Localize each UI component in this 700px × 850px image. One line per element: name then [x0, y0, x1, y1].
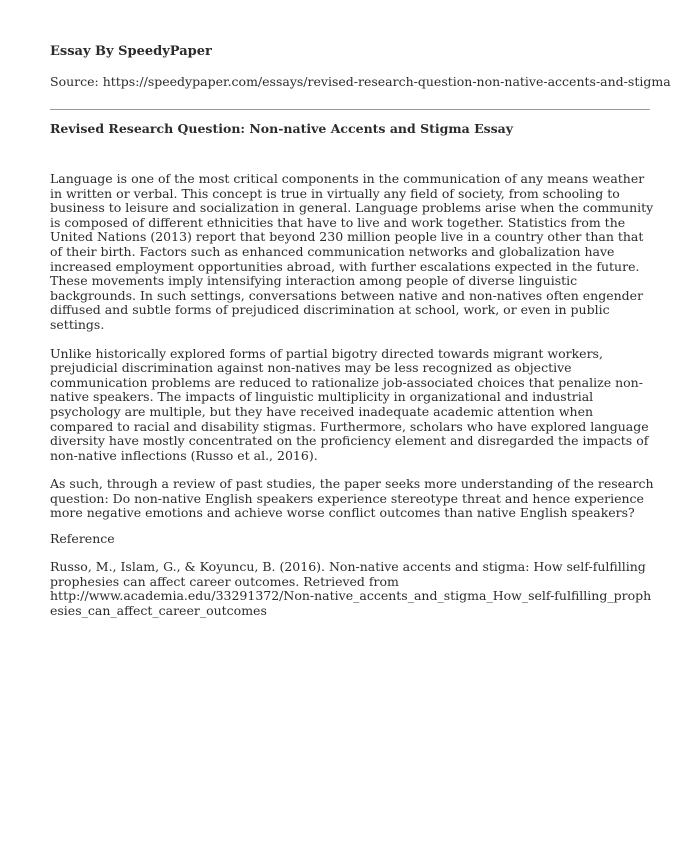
- paragraph-2: Unlike historically explored forms of partial bigotry directed towards migrant workers, prejudicial discrimination against non-natives may be less recognized as objective communication problems are reduced to rationalize job-associated choices that penalize non-native speakers. The impacts of linguistic multiplicity in organizational and industrial psychology are multiple, but they have received inadequate academic attention when compared to racial and disability stigmas. Furthermore, scholars who have explored language diversity have mostly concentrated on the proficiency element and disregarded the impacts of non-native inflections (Russo et al., 2016).: [50, 345, 649, 463]
- reference-entry: [50, 560, 654, 618]
- header-divider: [50, 109, 650, 110]
- essay-title: Revised Research Question: Non-native Accents and Stigma Essay: [50, 121, 514, 136]
- source-line: Source: https://speedypaper.com/essays/revised-research-question-non-native-accents-and-stigma: [50, 74, 671, 89]
- reference-heading: Reference: [50, 531, 115, 546]
- reference-url[interactable]: http://www.academia.edu/33291372/Non-native_accents_and_stigma_How_self-fulfilling_prophesies_can_affect_career_outcomes: [50, 588, 652, 618]
- paragraph-3: As such, through a review of past studies, the paper seeks more understanding of the research question: Do non-native English speakers experience stereotype threat and hence experience more negative emotions and achieve worse conflict outcomes than native English speakers?: [50, 476, 654, 521]
- essay-body: [50, 172, 658, 535]
- header-title: Essay By SpeedyPaper: [50, 44, 212, 59]
- paragraph-1: Language is one of the most critical components in the communication of any means weather in written or verbal. This concept is true in virtually any field of society, from schooling to business to leisure and socialization in general. Language problems arise when the community is composed of different ethnicities that have to live and work together. Statistics from the United Nations (2013) report that beyond 230 million people live in a country other than that of their birth. Factors such as enhanced communication networks and globalization have increased employment opportunities abroad, with further escalations expected in the future. These movements imply intensifying interaction among people of diverse linguistic backgrounds. In such settings, conversations between native and non-natives often engender diffused and subtle forms of prejudiced discrimination at school, work, or even in public settings.: [50, 171, 654, 332]
- reference-citation: Russo, M., Islam, G., & Koyuncu, B. (2016). Non-native accents and stigma: How self-fulfilling prophesies can affect career outcomes. Retrieved from: [50, 559, 646, 589]
